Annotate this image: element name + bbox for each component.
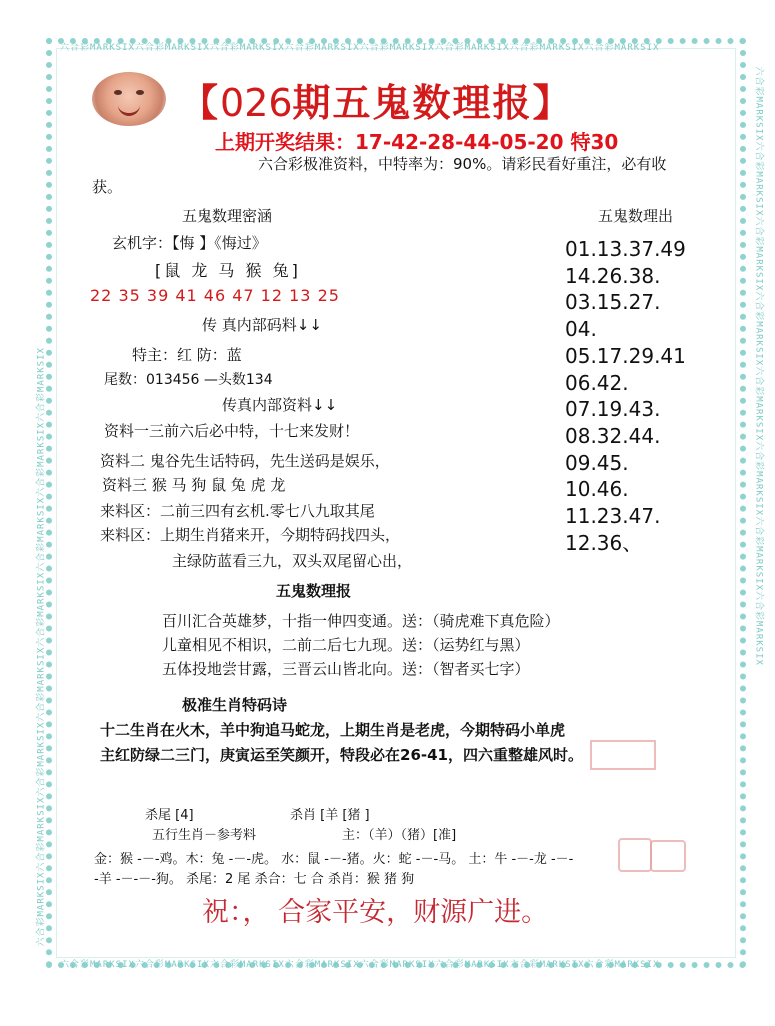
blessing-footer: 祝：， 合家平安，财源广进。 (202, 897, 549, 928)
right-section-title: 五鬼数理出 (598, 207, 674, 225)
report-line-2: 儿童相见不相识，二前二后七九现。送：（运势红与黑） (162, 636, 530, 654)
intro-line-1: 六合彩极准资料，中特率为：90%。请彩民看好重注，必有收 (258, 155, 667, 173)
poem-line-1: 十二生肖在火木，羊中狗追马蛇龙，上期生肖是老虎，今期特码小单虎 (100, 721, 566, 739)
lucky-numbers: 22 35 39 41 46 47 12 13 25 (90, 286, 340, 305)
right-number-item: 06.42. (565, 370, 629, 395)
watermark-strip-bottom: 六合彩MARKSIX六合彩MARKSIX六合彩MARKSIX六合彩MARKSIX六合彩MARKSIX六合彩MARKSIX六合彩MARKSIX六合彩MARKSIX (60, 960, 660, 970)
report-title: 五鬼数理报 (276, 582, 352, 600)
right-number-item: 10.46. (565, 477, 629, 502)
shaxiao-text: 杀肖 [羊 [猪 ] (290, 808, 370, 823)
right-number-item: 12.36、 (565, 530, 643, 555)
intro-line-2: 获。 (92, 178, 123, 196)
weishu-text: 尾数：013456 —头数134 (104, 372, 273, 388)
ziliao-3: 资料三 猴 马 狗 鼠 兔 虎 龙 (102, 476, 286, 494)
left-section-title: 五鬼数理密涵 (182, 207, 273, 225)
stamp-mark (590, 740, 656, 770)
laiqu-2: 来料区：上期生肖猪来开，今期特码找四头， (100, 526, 401, 544)
elements-line-2: -羊 -－-－-狗。 杀尾：2 尾 杀合：七 合 杀肖：猴 猪 狗 (94, 872, 415, 887)
watermark-strip-left: 六合彩MARKSIX六合彩MARKSIX六合彩MARKSIX六合彩MARKSIX六合彩MARKSIX六合彩MARKSIX六合彩MARKSIX六合彩MARKSIX (36, 347, 47, 947)
watermark-strip-top: 六合彩MARKSIX六合彩MARKSIX六合彩MARKSIX六合彩MARKSIX六合彩MARKSIX六合彩MARKSIX六合彩MARKSIX六合彩MARKSIX (60, 43, 660, 53)
elements-line-1: 金：猴 -－-鸡。木：兔 -－-虎。 水：鼠 -－-猪。火：蛇 -－-马。 土：牛 -－-龙 -－- (94, 852, 574, 867)
right-number-item: 07.19.43. (565, 397, 661, 422)
fax-heading-1: 传 真内部码料↓↓ (202, 316, 322, 334)
laiqu-1: 来料区：二前三四有玄机.零七八九取其尾 (100, 502, 375, 520)
report-line-1: 百川汇合英雄梦，十指一伸四变通。送：（骑虎难下真危险） (162, 612, 560, 630)
fax-heading-2: 传真内部资料↓↓ (222, 396, 338, 414)
ziliao-2: 资料二 鬼谷先生话特码，先生送码是娱乐， (100, 452, 390, 470)
wuxing-text: 五行生肖－参考料 (152, 828, 257, 843)
animals-list: [鼠 龙 马 猴 兔] (155, 261, 301, 280)
report-line-3: 五体投地尝甘露，三晋云山皆北向。送：（智者买七字） (162, 660, 530, 678)
poem-line-2: 主红防绿二三门，庚寅运至笑颜开，特段必在26-41，四六重整雄风时。 (100, 746, 583, 764)
right-number-item: 05.17.29.41 (565, 343, 686, 368)
stamp-mark-small (618, 838, 652, 872)
last-result: 上期开奖结果：17-42-28-44-05-20 特30 (215, 130, 619, 154)
mascot-face-icon (92, 72, 166, 126)
poem-title: 极准生肖特码诗 (182, 696, 288, 714)
tezhu-text: 特主：红 防：蓝 (132, 346, 242, 364)
right-number-item: 04. (565, 317, 597, 342)
zhu-text: 主：（羊）（猪）[准] (342, 828, 457, 843)
right-number-item: 11.23.47. (565, 504, 661, 529)
shawei-text: 杀尾 [4] (145, 808, 194, 823)
ziliao-1: 资料一三前六后必中特，十七来发财！ (104, 422, 360, 440)
right-number-item: 14.26.38. (565, 263, 661, 288)
right-number-item: 09.45. (565, 450, 629, 475)
right-number-item: 01.13.37.49 (565, 237, 686, 261)
right-number-list (565, 236, 686, 556)
stamp-mark-small-2 (650, 840, 686, 872)
laiqu-3: 主绿防蓝看三九，双头双尾留心出， (172, 552, 413, 570)
right-number-item: 03.15.27. (565, 290, 661, 315)
right-number-item: 08.32.44. (565, 423, 661, 448)
page-title: 【026期五鬼数理报】 (180, 80, 573, 125)
xuanji-text: 玄机字：【悔 】《悔过》 (112, 234, 267, 252)
watermark-strip-right: 六合彩MARKSIX六合彩MARKSIX六合彩MARKSIX六合彩MARKSIX六合彩MARKSIX六合彩MARKSIX六合彩MARKSIX六合彩MARKSIX (753, 66, 764, 666)
